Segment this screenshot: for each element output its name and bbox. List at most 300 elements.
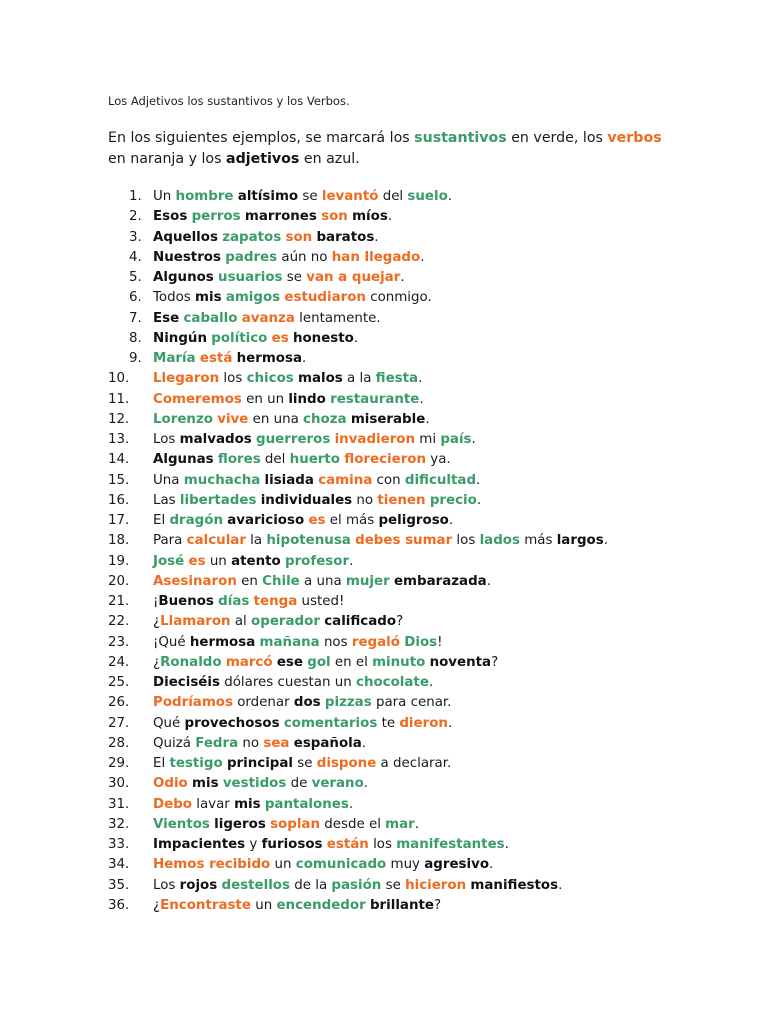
verbo-word: es (308, 513, 326, 528)
document-title: Los Adjetivos los sustantivos y los Verbos. (108, 94, 350, 108)
plain-text: a una (299, 573, 346, 589)
sustantivo-word: Chile (262, 573, 300, 589)
plain-text: . (486, 573, 491, 589)
verbo-word: Hemos recibido (153, 857, 271, 873)
adjetivo-word: mis (234, 796, 261, 812)
examples-list (108, 187, 608, 916)
plain-text: no (352, 492, 378, 508)
plain-text: desde el (319, 816, 386, 832)
plain-text: ? (433, 897, 442, 913)
list-number: 28. (108, 735, 130, 751)
list-item (108, 815, 608, 835)
verbo-word: han llegado (331, 249, 421, 265)
list-number: 14. (108, 452, 130, 468)
plain-text: Una (153, 472, 184, 488)
adjetivo-word: malos (298, 371, 343, 387)
verbo-word: están (326, 837, 369, 852)
list-item (108, 410, 608, 430)
list-number: 17. (108, 513, 130, 528)
adjetivo-word: Ningún (153, 330, 207, 346)
list-item (108, 673, 608, 693)
verbo-word: soplan (270, 816, 320, 832)
sustantivo-word: mañana (259, 634, 320, 650)
plain-text: . (476, 472, 481, 488)
verbo-word: levantó (321, 189, 379, 204)
plain-text: . (476, 492, 482, 508)
plain-text: Quizá (153, 735, 196, 751)
sustantivo-word: minuto (372, 654, 426, 670)
sustantivo-word: libertades (179, 492, 257, 508)
plain-text: . (361, 735, 367, 751)
plain-text: al (230, 614, 252, 630)
adjetivo-word: principal (226, 756, 294, 771)
adjetivo-word: honesto (292, 330, 354, 346)
verbo-word: van a quejar (306, 270, 401, 285)
sustantivo-word: María (153, 351, 196, 366)
intro-paragraph (108, 128, 668, 170)
plain-text: conmigo. (365, 290, 432, 306)
list-number: 12. (108, 411, 130, 427)
adjetivo-word: Nuestros (153, 249, 221, 265)
sustantivo-word: zapatos (222, 229, 282, 245)
list-item (108, 896, 608, 916)
verbo-word: vive (217, 411, 249, 427)
plain-text: ya. (426, 452, 451, 468)
sustantivo-word: mujer (345, 573, 390, 589)
adjetivo-word: noventa (429, 654, 492, 670)
list-item (108, 693, 608, 713)
sustantivo-word: choza (303, 411, 347, 427)
sustantivo-word: manifestantes (396, 837, 505, 852)
list-number: 26. (108, 695, 130, 711)
adjetivo-word: avaricioso (227, 513, 305, 528)
plain-text: se (293, 756, 317, 771)
sustantivo-word: político (211, 330, 268, 346)
adjetivo-word: Ese (153, 310, 180, 326)
plain-text: con (372, 472, 405, 488)
list-number: 13. (108, 432, 130, 447)
sustantivo-word: testigo (169, 756, 223, 771)
list-item (108, 471, 608, 491)
adjetivo-word: Esos (153, 209, 188, 225)
adjetivo-word: ese (276, 654, 303, 670)
plain-text: . (374, 229, 379, 245)
list-item (108, 552, 608, 572)
verbo-word: Debo (153, 796, 192, 812)
verbo-word: hicieron (405, 877, 467, 893)
plain-text: Las (153, 492, 180, 508)
list-number: 30. (108, 776, 130, 792)
list-item (108, 531, 608, 551)
plain-text: nos (319, 634, 352, 650)
sustantivo-word: José (153, 553, 185, 569)
verbo-word: Asesinaron (153, 573, 237, 589)
list-number: 25. (108, 675, 130, 690)
plain-text: ¿ (153, 897, 161, 913)
list-number: 18. (108, 533, 130, 549)
list-number: 35. (108, 877, 130, 893)
adjetivo-word: mis (195, 290, 222, 306)
adjetivo-word: Impacientes (153, 837, 246, 852)
list-item (108, 309, 608, 329)
sustantivo-word: caballo (183, 310, 238, 326)
plain-text: Los (153, 877, 180, 893)
adjetivo-word: embarazada (393, 573, 487, 589)
adjetivo-word: furiosos (261, 837, 323, 852)
list-number: 9. (129, 351, 142, 366)
list-item (108, 592, 608, 612)
plain-text: Todos (153, 290, 196, 306)
list-item (108, 187, 608, 207)
plain-text: mi (415, 432, 441, 447)
verbo-word: tenga (253, 594, 298, 609)
sustantivo-word: pasión (331, 877, 382, 893)
adjetivo-word: lisiada (264, 472, 314, 488)
sustantivo-word: muchacha (183, 472, 261, 488)
list-item (108, 734, 608, 754)
sustantivo-word: verano (311, 776, 364, 792)
plain-text: . (348, 796, 354, 812)
verbo-word: es (188, 553, 206, 569)
sustantivo-word: Lorenzo (153, 411, 213, 427)
list-item (108, 653, 608, 673)
verbo-word: Podríamos (153, 695, 233, 711)
list-number: 3. (129, 229, 142, 245)
sustantivo-word: hipotenusa (266, 533, 351, 549)
adjetivo-word: individuales (260, 492, 353, 508)
verbo-word: dieron (399, 715, 448, 731)
list-number: 6. (129, 290, 142, 306)
list-item (108, 430, 608, 450)
plain-text: se (282, 270, 307, 285)
list-number: 33. (108, 837, 130, 852)
plain-text: . (603, 533, 608, 549)
sustantivo-word: Vientos (153, 816, 210, 832)
adjetivo-word: rojos (179, 877, 218, 893)
plain-text: el más (325, 513, 379, 528)
verbo-word: florecieron (344, 452, 427, 468)
adjetivo-word: hermosa (236, 351, 303, 366)
list-number: 21. (108, 594, 130, 609)
plain-text: en un (241, 391, 289, 407)
list-item (108, 349, 608, 369)
plain-text: del (260, 452, 290, 468)
plain-text: Un (153, 189, 176, 204)
plain-text: los (368, 837, 397, 852)
list-item (108, 491, 608, 511)
adjetivo-word: provechosos (184, 715, 280, 731)
list-number: 11. (108, 391, 130, 407)
list-number: 27. (108, 715, 130, 731)
list-number: 5. (129, 270, 142, 285)
sustantivo-word: perros (191, 209, 241, 225)
plain-text: lavar (191, 796, 235, 812)
verbo-word: son (285, 229, 313, 245)
sustantivo-word: gol (307, 654, 331, 670)
adjetivo-word: mis (192, 776, 219, 792)
plain-text: . (418, 371, 423, 387)
plain-text: El (153, 756, 170, 771)
verbo-word: está (199, 351, 233, 366)
plain-text: . (363, 776, 369, 792)
list-number: 34. (108, 857, 130, 873)
sustantivo-word: dificultad (404, 472, 477, 488)
sustantivo-word: encendedor (276, 897, 366, 913)
verbo-word: calcular (186, 533, 246, 549)
plain-text: . (428, 675, 434, 690)
plain-text: un (250, 897, 277, 913)
plain-text: ? (396, 614, 404, 630)
list-item (108, 754, 608, 774)
plain-text: aún no (277, 249, 332, 265)
sustantivo-word: pizzas (324, 695, 372, 711)
list-number: 4. (129, 249, 142, 265)
verbo-word: camina (318, 472, 373, 488)
adjetivo-word: atento (231, 553, 281, 569)
verbo-word: Odio (153, 776, 188, 792)
list-item (108, 207, 608, 227)
adjetivo-word: calificado (324, 614, 397, 630)
adjetivo-word: miserable (350, 411, 426, 427)
plain-text: ordenar (232, 695, 294, 711)
list-item (108, 855, 608, 875)
sustantivo-word: restaurante (330, 391, 420, 407)
sustantivo-word: Ronaldo (160, 654, 222, 670)
plain-text: ¡Qué (153, 634, 190, 650)
plain-text: . (558, 877, 563, 893)
plain-text: . (349, 553, 354, 569)
verbo-word: tienen (377, 492, 426, 508)
list-item (108, 329, 608, 349)
sustantivo-word: precio (429, 492, 477, 508)
list-item (108, 572, 608, 592)
sustantivo-word: guerreros (256, 432, 331, 447)
sustantivo-word: padres (225, 249, 278, 265)
list-number: 20. (108, 573, 130, 589)
adjetivo-word: peligroso (378, 513, 449, 528)
adjetivo-word: altísimo (237, 189, 299, 204)
plain-text: en (236, 573, 263, 589)
list-item (108, 876, 608, 896)
plain-text: la (245, 533, 267, 549)
verbo-word: es (271, 330, 289, 346)
plain-text: más (519, 533, 557, 549)
plain-text: de la (289, 877, 332, 893)
plain-text: . (400, 270, 405, 285)
adjetivo-word: míos (352, 209, 388, 225)
list-item (108, 511, 608, 531)
list-number: 15. (108, 472, 130, 488)
plain-text: ¡ (153, 594, 159, 609)
list-number: 1. (129, 189, 142, 204)
sustantivo-word: Fedra (195, 735, 239, 751)
adjetivo-word: baratos (316, 229, 375, 245)
plain-text: Los (153, 432, 180, 447)
list-item (108, 835, 608, 855)
adjetivo-word: Algunas (153, 452, 214, 468)
plain-text: El (153, 513, 170, 528)
list-number: 31. (108, 796, 130, 812)
plain-text: del (378, 189, 408, 204)
verbo-word: verbos (607, 130, 662, 146)
plain-text: y (245, 837, 262, 852)
list-number: 22. (108, 614, 130, 630)
verbo-word: estudiaron (284, 290, 366, 306)
list-item (108, 248, 608, 268)
plain-text: En los siguientes ejemplos, se marcará los (108, 130, 415, 146)
list-item (108, 633, 608, 653)
plain-text: no (238, 735, 264, 751)
plain-text: un (270, 857, 296, 873)
plain-text: dólares cuestan un (219, 675, 356, 690)
adjetivo-word: ligeros (214, 816, 266, 832)
sustantivo-word: país (440, 432, 472, 447)
sustantivo-word: profesor (284, 553, 350, 569)
verbo-word: Encontraste (160, 897, 251, 913)
plain-text: en verde, los (506, 130, 608, 146)
verbo-word: regaló (351, 634, 400, 650)
sustantivo-word: sustantivos (414, 130, 507, 146)
list-number: 10. (108, 371, 130, 387)
plain-text: en el (330, 654, 373, 670)
list-number: 7. (129, 310, 142, 326)
plain-text: . (419, 391, 424, 407)
sustantivo-word: días (218, 594, 250, 609)
plain-text: se (298, 189, 322, 204)
list-item (108, 369, 608, 389)
sustantivo-word: amigos (225, 290, 281, 306)
list-number: 24. (108, 654, 130, 670)
plain-text: ! (437, 634, 443, 650)
adjetivo-word: largos (556, 533, 604, 549)
adjetivo-word: Buenos (158, 594, 214, 609)
list-item (108, 268, 608, 288)
list-item (108, 774, 608, 794)
list-item (108, 288, 608, 308)
plain-text: muy (386, 857, 425, 873)
plain-text: a declarar. (376, 756, 452, 771)
plain-text: los (219, 371, 247, 387)
adjetivo-word: Dieciséis (153, 675, 220, 690)
sustantivo-word: lados (479, 533, 520, 549)
sustantivo-word: suelo (407, 189, 448, 204)
verbo-word: Comeremos (153, 391, 242, 407)
sustantivo-word: comunicado (295, 857, 387, 873)
list-item (108, 390, 608, 410)
list-item (108, 228, 608, 248)
adjetivo-word: agresivo (424, 857, 490, 873)
list-item (108, 450, 608, 470)
verbo-word: invadieron (334, 432, 416, 447)
list-number: 23. (108, 634, 130, 650)
verbo-word: Llegaron (153, 371, 220, 387)
plain-text: . (425, 411, 430, 427)
sustantivo-word: usuarios (218, 270, 283, 285)
plain-text: un (205, 553, 232, 569)
adjetivo-word: lindo (288, 391, 326, 407)
plain-text: se (381, 877, 406, 893)
sustantivo-word: hombre (175, 189, 234, 204)
plain-text: . (302, 351, 307, 366)
plain-text: . (447, 715, 453, 731)
list-number: 19. (108, 553, 130, 569)
plain-text: Para (153, 533, 187, 549)
plain-text: para cenar. (371, 695, 452, 711)
plain-text: . (353, 330, 359, 346)
verbo-word: son (321, 209, 348, 225)
plain-text: en una (248, 411, 304, 427)
sustantivo-word: comentarios (283, 715, 378, 731)
plain-text: ? (491, 654, 499, 670)
plain-text: . (387, 209, 393, 225)
adjetivo-word: adjetivos (226, 151, 300, 167)
sustantivo-word: chocolate (356, 675, 429, 690)
plain-text: a la (342, 371, 376, 387)
plain-text: . (448, 513, 454, 528)
list-item (108, 795, 608, 815)
sustantivo-word: chicos (246, 371, 294, 387)
plain-text: en naranja y los (108, 151, 227, 167)
list-number: 32. (108, 816, 130, 832)
plain-text: . (414, 816, 420, 832)
list-number: 2. (129, 209, 142, 225)
adjetivo-word: Algunos (153, 270, 214, 285)
sustantivo-word: fiesta (375, 371, 419, 387)
list-number: 29. (108, 756, 130, 771)
sustantivo-word: mar (385, 816, 415, 832)
plain-text: . (420, 249, 425, 265)
adjetivo-word: española (293, 735, 362, 751)
plain-text: ¿ (153, 614, 161, 630)
plain-text: los (452, 533, 480, 549)
adjetivo-word: Aquellos (153, 229, 218, 245)
plain-text: usted! (297, 594, 345, 609)
plain-text: te (377, 715, 400, 731)
adjetivo-word: manifiestos (470, 877, 559, 893)
plain-text: Qué (153, 715, 185, 731)
list-number: 36. (108, 897, 130, 913)
list-item (108, 714, 608, 734)
plain-text: . (447, 189, 453, 204)
sustantivo-word: flores (217, 452, 261, 468)
plain-text: . (489, 857, 494, 873)
sustantivo-word: huerto (289, 452, 341, 468)
plain-text: ¿ (153, 654, 161, 670)
adjetivo-word: brillante (369, 897, 434, 913)
verbo-word: debes sumar (355, 533, 453, 549)
sustantivo-word: vestidos (222, 776, 287, 792)
sustantivo-word: operador (251, 614, 320, 630)
verbo-word: marcó (225, 654, 273, 670)
sustantivo-word: destellos (221, 877, 290, 893)
sustantivo-word: dragón (169, 513, 223, 528)
list-number: 8. (129, 330, 142, 346)
adjetivo-word: marrones (244, 209, 317, 225)
verbo-word: avanza (241, 310, 295, 326)
sustantivo-word: Dios (404, 634, 438, 650)
plain-text: en azul. (299, 151, 360, 167)
sustantivo-word: pantalones (264, 796, 349, 812)
verbo-word: dispone (316, 756, 377, 771)
adjetivo-word: malvados (179, 432, 252, 447)
verbo-word: Llamaron (160, 614, 231, 630)
plain-text: . (504, 837, 509, 852)
list-number: 16. (108, 492, 130, 508)
plain-text: de (286, 776, 312, 792)
adjetivo-word: hermosa (189, 634, 256, 650)
list-item (108, 612, 608, 632)
plain-text: lentamente. (294, 310, 381, 326)
